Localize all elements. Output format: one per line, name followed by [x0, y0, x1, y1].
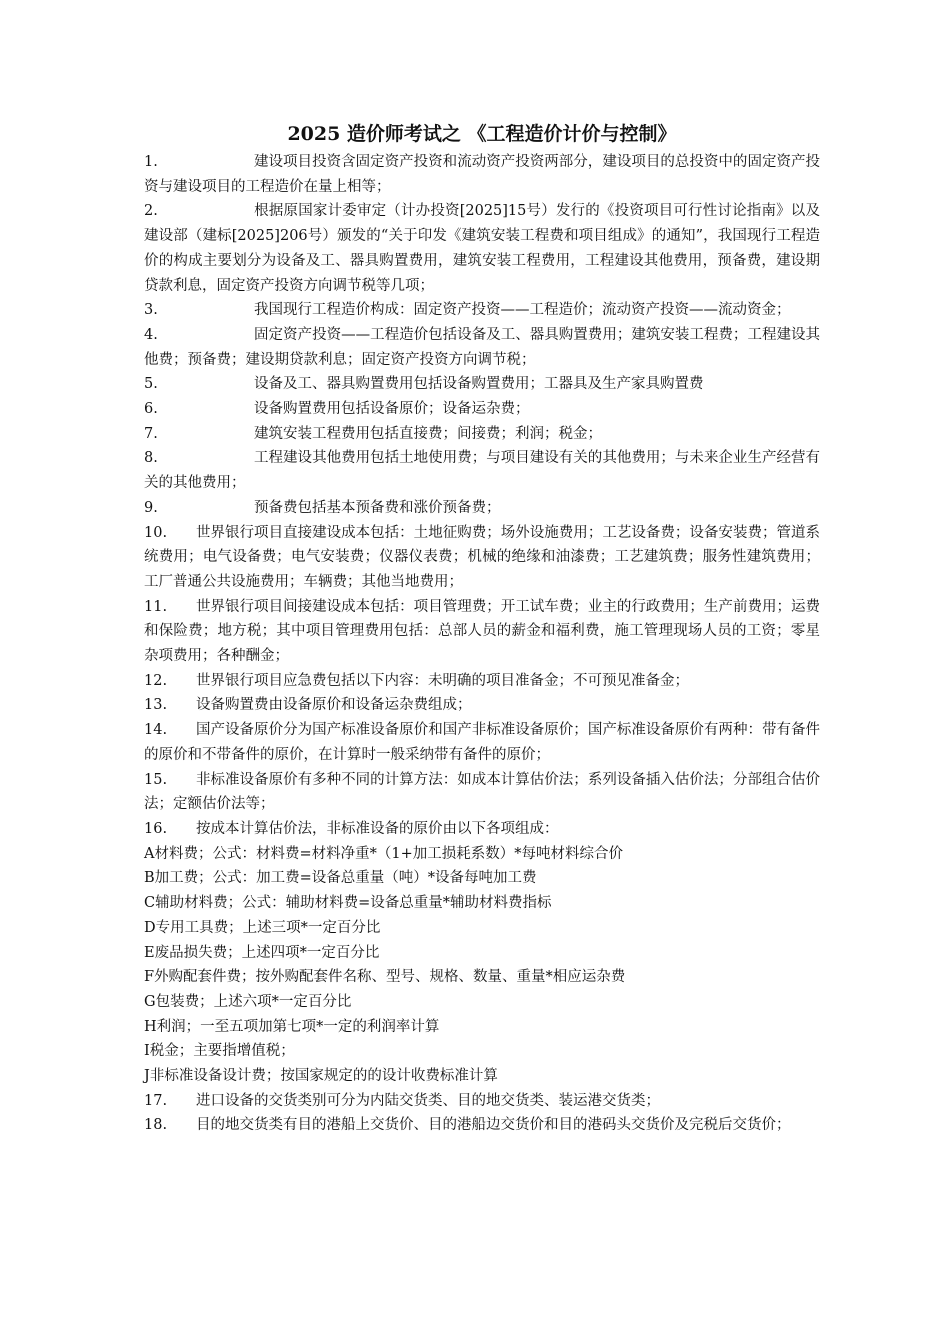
item-number: 6. [144, 401, 158, 418]
item-number: G [144, 993, 156, 1010]
list-item [144, 397, 820, 422]
item-number: 13. [144, 697, 168, 714]
item-text: 设备购置费用包括设备原价；设备运杂费； [254, 401, 530, 418]
item-number: I [144, 1043, 150, 1060]
item-number: 14. [144, 722, 168, 739]
item-text: 材料费；公式：材料费=材料净重*（1+加工损耗系数）*每吨材料综合价 [154, 845, 624, 862]
list-item [144, 990, 820, 1015]
item-text: 加工费；公式：加工费=设备总重量（吨）*设备每吨加工费 [154, 870, 537, 887]
item-number: 3. [144, 302, 158, 319]
item-text: 包装费；上述六项*一定百分比 [155, 993, 352, 1010]
item-text: 按成本计算估价法，非标准设备的原价由以下各项组成： [196, 820, 559, 837]
item-text: 辅助材料费；公式：辅助材料费=设备总重量*辅助材料费指标 [155, 895, 552, 912]
list-item [144, 1064, 820, 1089]
document-page [144, 120, 820, 1138]
list-item [144, 817, 820, 842]
item-text: 利润；一至五项加第七项*一定的利润率计算 [156, 1018, 440, 1035]
item-text: 世界银行项目间接建设成本包括：项目管理费；开工试车费；业主的行政费用；生产前费用；运费和保险费；地方税；其中项目管理费用包括：总部人员的薪金和福利费，施工管理现场人员的工资；零星杂项费用；各种酬金； [144, 598, 820, 665]
document-title: 2025 造价师考试之 《工程造价计价与控制》 [287, 123, 677, 145]
item-text: 废品损失费；上述四项*一定百分比 [154, 944, 380, 961]
item-text: 世界银行项目应急费包括以下内容：未明确的项目准备金；不可预见准备金； [196, 672, 689, 689]
item-number: D [144, 919, 156, 936]
item-text: 预备费包括基本预备费和涨价预备费； [254, 499, 501, 516]
list-item [144, 768, 820, 817]
item-text: 世界银行项目直接建设成本包括：土地征购费；场外设施费用；工艺设备费；设备安装费；管道系统费用；电气设备费；电气安装费；仪器仪表费；机械的绝缘和油漆费；工艺建筑费；服务性建筑费用；工厂普通公共设施费用；车辆费；其他当地费用； [144, 524, 820, 590]
list-item [144, 842, 820, 867]
item-number: 11. [144, 598, 168, 615]
list-item [144, 150, 820, 199]
list-item [144, 718, 820, 767]
list-item [144, 446, 820, 495]
item-number: 17. [144, 1092, 168, 1109]
item-list [144, 150, 820, 1138]
item-number: J [144, 1068, 150, 1085]
list-item [144, 521, 820, 595]
item-text: 设备及工、器具购置费用包括设备购置费用；工器具及生产家具购置费 [254, 376, 704, 393]
item-number: 1. [144, 154, 158, 170]
item-number: 5. [144, 376, 158, 393]
list-item [144, 298, 820, 323]
list-item [144, 199, 820, 298]
list-item [144, 866, 820, 891]
list-item [144, 595, 820, 669]
item-text: 固定资产投资——工程造价包括设备及工、器具购置费用；建筑安装工程费；工程建设其他费；预备费；建设期贷款利息；固定资产投资方向调节税； [144, 326, 820, 368]
list-item [144, 496, 820, 521]
item-number: A [144, 845, 155, 862]
item-number: H [144, 1018, 157, 1035]
list-item [144, 693, 820, 718]
item-text: 目的地交货类有目的港船上交货价、目的港船边交货价和目的港码头交货价及完税后交货价； [196, 1117, 791, 1134]
item-text: 专用工具费；上述三项*一定百分比 [155, 919, 381, 936]
item-number: 12. [144, 672, 168, 689]
item-text: 建设项目投资含固定资产投资和流动资产投资两部分，建设项目的总投资中的固定资产投资与建设项目的工程造价在量上相等； [144, 154, 820, 195]
item-number: 8. [144, 450, 158, 467]
list-item [144, 891, 820, 916]
list-item [144, 965, 820, 990]
item-number: 2. [144, 203, 158, 220]
item-text: 外购配套件费；按外购配套件名称、型号、规格、数量、重量*相应运杂费 [154, 969, 626, 986]
item-text: 进口设备的交货类别可分为内陆交货类、目的地交货类、装运港交货类； [196, 1092, 660, 1109]
item-text: 非标准设备设计费；按国家规定的的设计收费标准计算 [149, 1068, 498, 1085]
list-item [144, 941, 820, 966]
item-text: 非标准设备原价有多种不同的计算方法：如成本计算估价法；系列设备插入估价法；分部组合估价法；定额估价法等； [144, 771, 820, 813]
list-item [144, 1089, 820, 1114]
list-item [144, 1113, 820, 1138]
list-item [144, 669, 820, 694]
item-number: F [144, 969, 155, 986]
item-text: 工程建设其他费用包括土地使用费；与项目建设有关的其他费用；与未来企业生产经营有关的其他费用； [144, 450, 820, 492]
list-item [144, 372, 820, 397]
item-number: 9. [144, 499, 158, 516]
list-item [144, 916, 820, 941]
list-item [144, 1039, 820, 1064]
item-text: 我国现行工程造价构成：固定资产投资——工程造价；流动资产投资——流动资金； [254, 302, 791, 319]
item-text: 税金；主要指增值税； [149, 1043, 295, 1060]
list-item [144, 1015, 820, 1040]
item-number: 10. [144, 524, 168, 541]
item-text: 建筑安装工程费用包括直接费；间接费；利润；税金； [254, 425, 602, 442]
item-text: 设备购置费由设备原价和设备运杂费组成； [196, 697, 472, 714]
item-number: 18. [144, 1117, 168, 1134]
item-text: 国产设备原价分为国产标准设备原价和国产非标准设备原价；国产标准设备原价有两种：带有备件的原价和不带备件的原价，在计算时一般采纳带有备件的原价； [144, 722, 820, 763]
item-number: C [144, 895, 156, 912]
list-item [144, 323, 820, 372]
item-number: E [144, 944, 155, 961]
item-text: 根据原国家计委审定（计办投资[2025]15号）发行的《投资项目可行性讨论指南》以及建设部（建标[2025]206号）颁发的“关于印发《建筑安装工程费和项目组成》的通知”，我国现行工程造价的构成主要划分为设备及工、器具购置费用，建筑安装工程费用，工程建设其他费用，预备费，建设期贷款利息，固定资产投资方向调节税等几项； [144, 203, 820, 294]
list-item [144, 422, 820, 447]
item-number: B [144, 870, 155, 887]
item-number: 15. [144, 771, 168, 788]
item-number: 16. [144, 820, 168, 837]
item-number: 4. [144, 326, 158, 343]
item-number: 7. [144, 425, 158, 442]
